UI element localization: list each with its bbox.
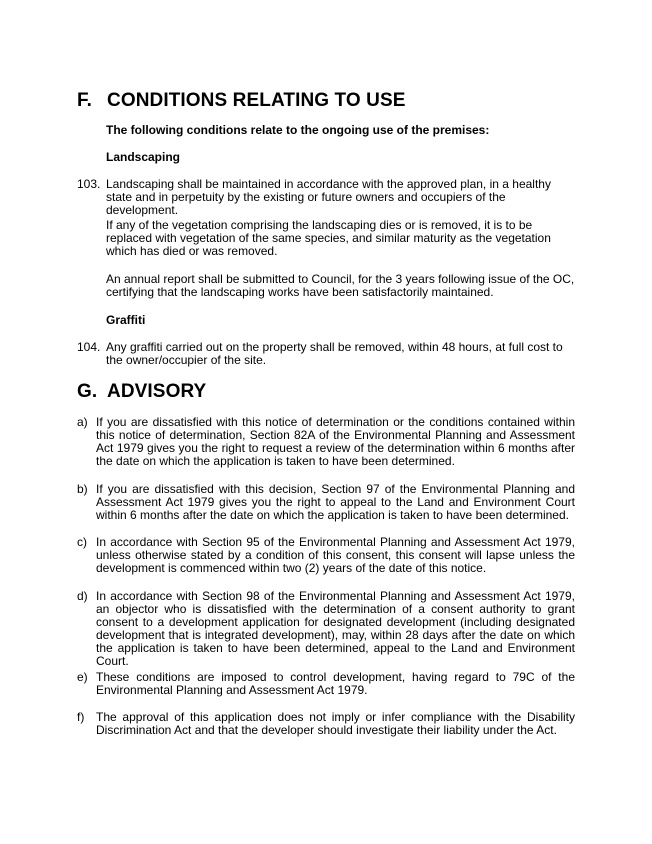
advisory-item-b-text: If you are dissatisfied with this decision, Section 97 of the Environmental Planning and Assessment Act 1979 gives you the right to appeal to the Land and Environment Court within 6 months after the date on which the application is taken to have been determined. [96,482,575,522]
advisory-item-a-text: If you are dissatisfied with this notice of determination or the conditions contained within this notice of determination, Section 82A of the Environmental Planning and Assessment Act 1979 gives you the right to request a review of the determination within 6 months after the date on which the application is taken to have been determined. [96,415,575,468]
section-f-heading [77,90,406,112]
advisory-item-f-text: The approval of this application does not imply or infer compliance with the Disability Discrimination Act and that the developer should investigate their liability under the Act. [96,710,575,737]
condition-103-paragraph-3: An annual report shall be submitted to Council, for the 3 years following issue of the OC, certifying that the landscaping works have been satisfactorily maintained. [106,272,575,299]
landscaping-heading: Landscaping [106,150,181,164]
advisory-item-e-label: e) [77,670,88,684]
section-f-intro: The following conditions relate to the ongoing use of the premises: [106,123,490,137]
advisory-item-f [77,711,575,739]
condition-103 [77,178,575,308]
condition-103-paragraph-1: Landscaping shall be maintained in accordance with the approved plan, in a healthy state and in perpetuity by the existing or future owners and occupiers of the development. [106,177,551,217]
advisory-item-c-text: In accordance with Section 95 of the Environmental Planning and Assessment Act 1979, unless otherwise stated by a condition of this consent, this consent will lapse unless the development is commenced within two (2) years of the date of this notice. [96,535,575,575]
advisory-item-e [77,671,575,699]
condition-103-number: 103. [77,177,101,191]
section-g-title: ADVISORY [107,381,207,402]
condition-103-paragraph-2: If any of the vegetation comprising the landscaping dies or is removed, it is to be replaced with vegetation of the same species, and similar maturity as the vegetation which has died or was removed. [106,218,551,258]
condition-104-number: 104. [77,340,101,354]
condition-104 [77,341,575,371]
section-f-title: CONDITIONS RELATING TO USE [107,90,406,111]
graffiti-heading: Graffiti [106,313,146,327]
advisory-item-c-label: c) [77,535,87,549]
section-g-heading [77,381,206,403]
section-f-letter: F. [77,90,92,111]
advisory-item-d-text: In accordance with Section 98 of the Environmental Planning and Assessment Act 1979, an objector who is dissatisfied with the determination of a consent authority to grant consent to a development application for designated development (including designated development that is integrated development), may, within 28 days after the date on which the application is taken to have been determined, appeal to the Land and Environment Court. [96,589,575,668]
section-g-letter: G. [77,381,98,402]
advisory-item-a-label: a) [77,415,88,429]
advisory-item-b-label: b) [77,482,88,496]
advisory-item-b [77,483,575,525]
advisory-item-c [77,536,575,578]
advisory-item-a [77,416,575,472]
advisory-item-d-label: d) [77,589,88,603]
condition-104-text: Any graffiti carried out on the property shall be removed, within 48 hours, at full cost to the owner/occupier of the site. [106,340,563,367]
advisory-item-f-label: f) [77,710,85,724]
advisory-item-e-text: These conditions are imposed to control development, having regard to 79C of the Environmental Planning and Assessment Act 1979. [96,670,575,697]
advisory-item-d [77,589,575,668]
